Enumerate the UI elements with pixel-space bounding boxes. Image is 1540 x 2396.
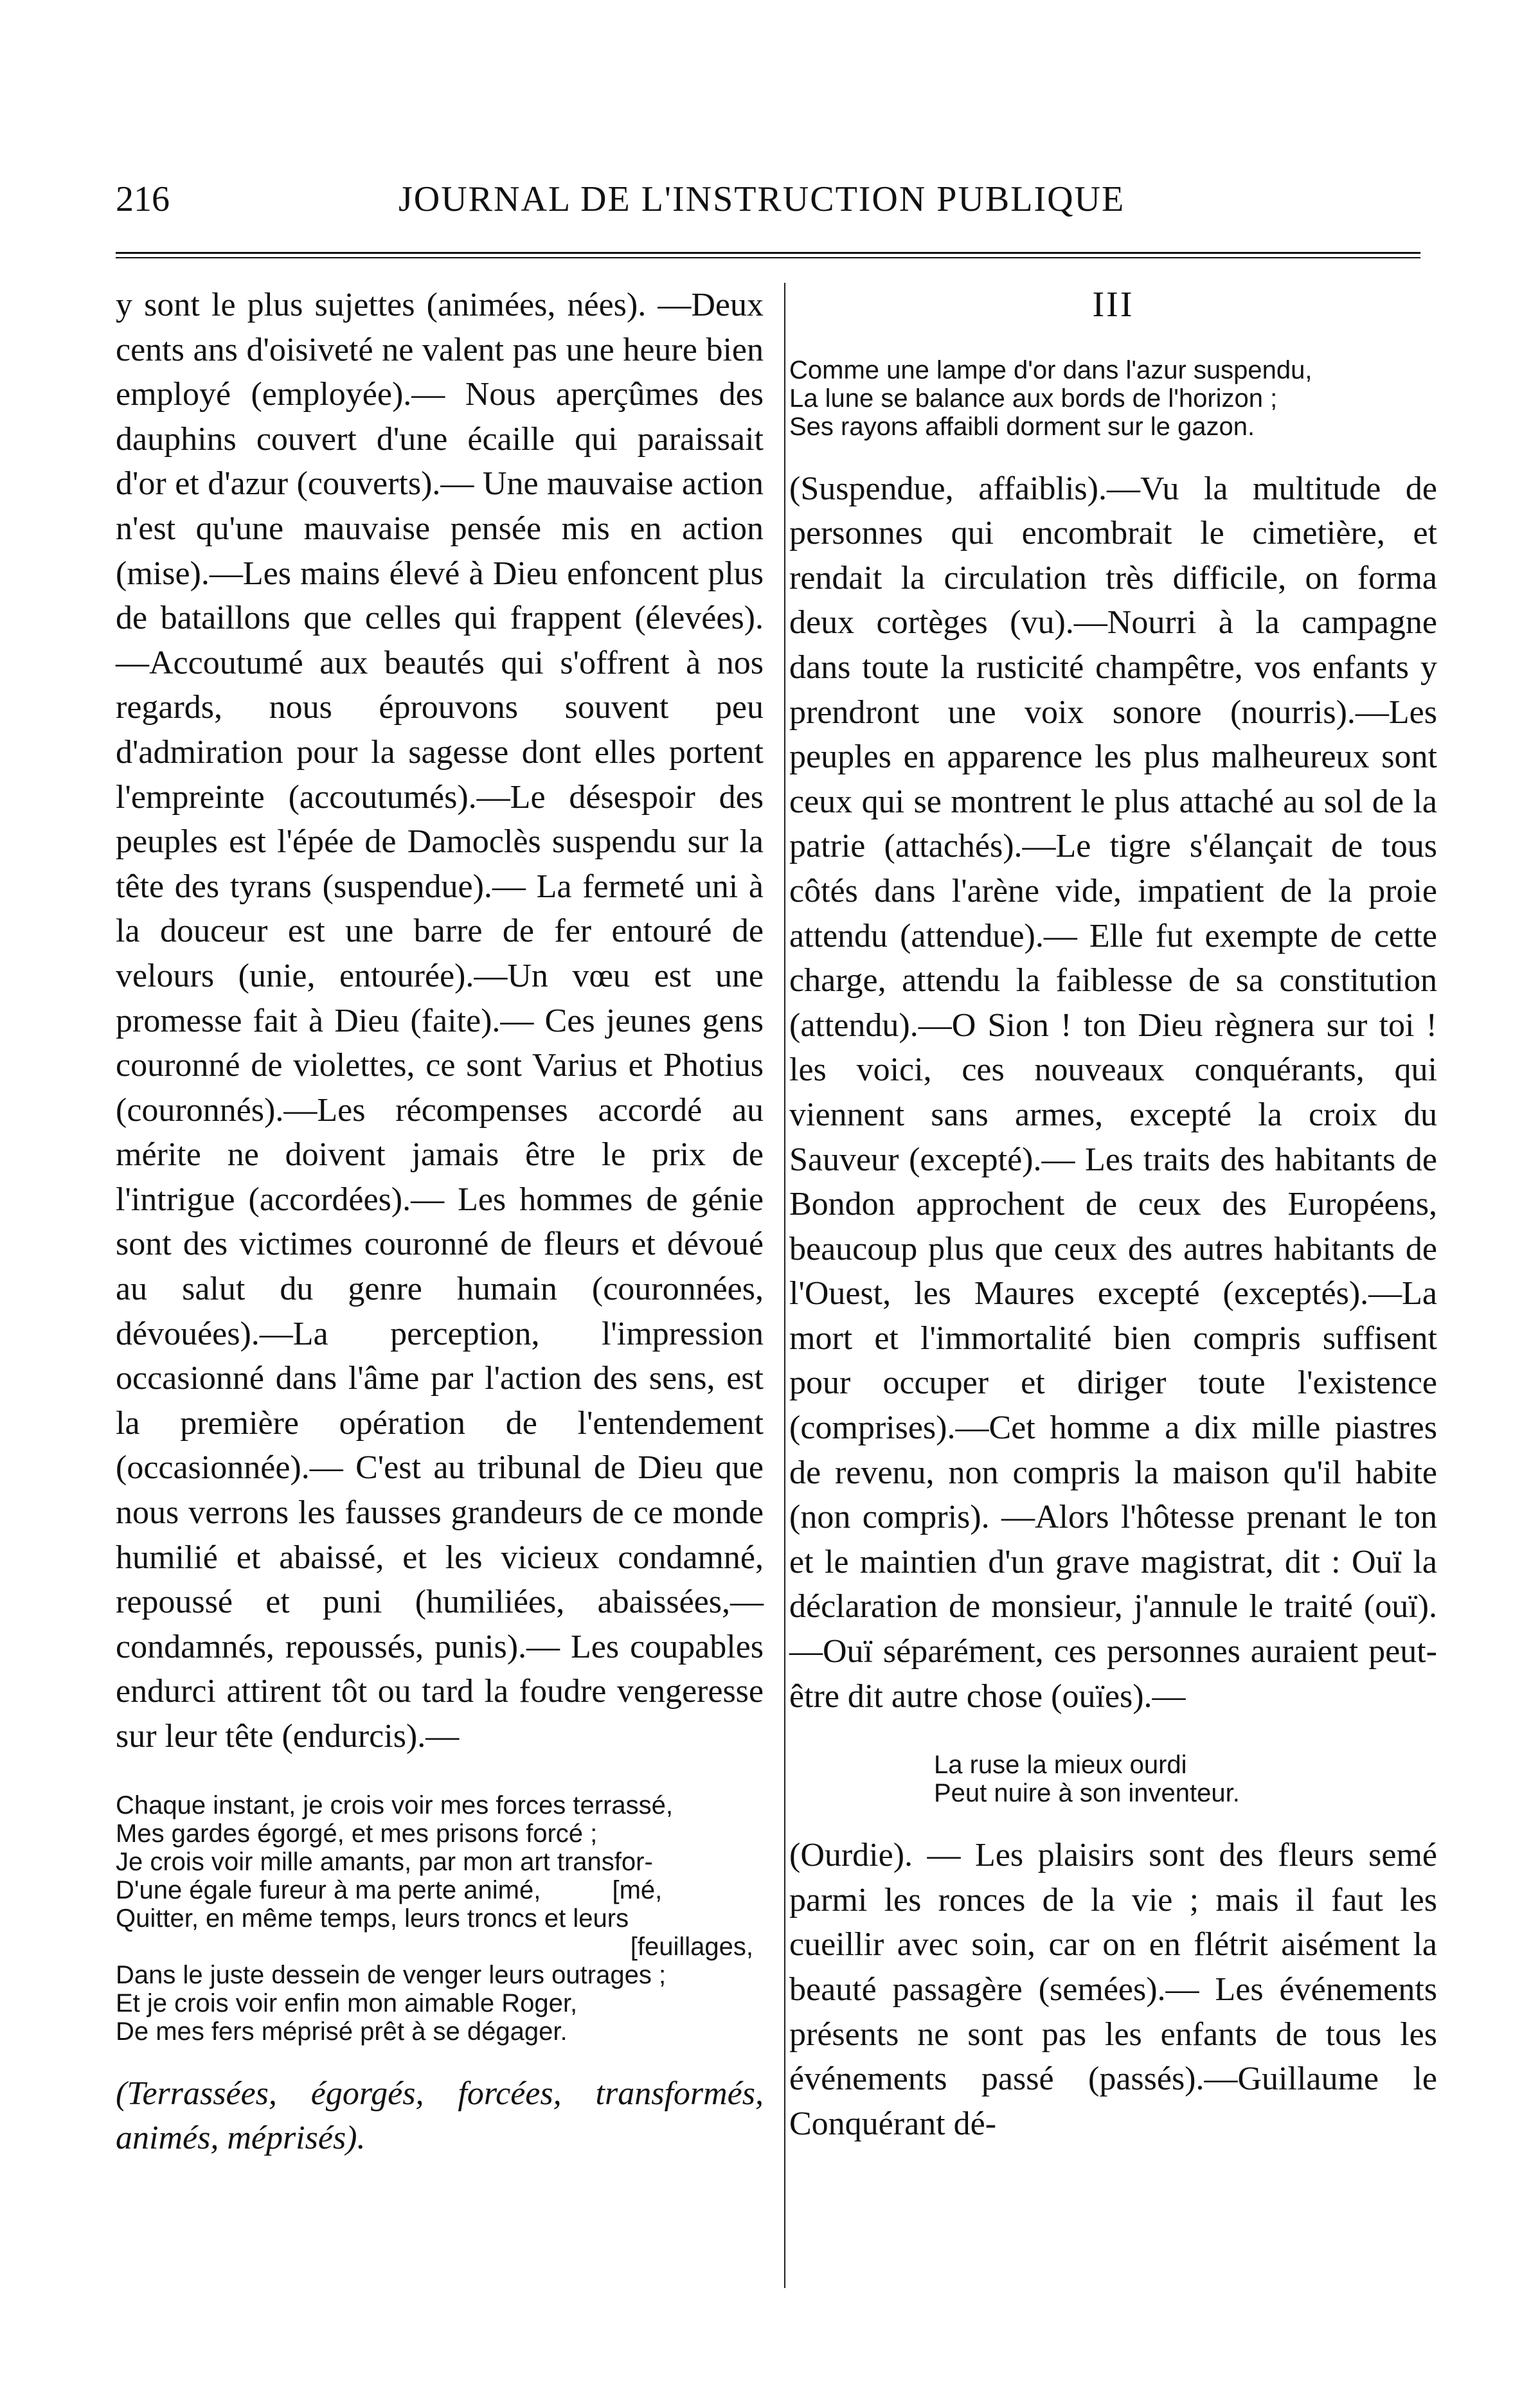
verse-line: Peut nuire à son inventeur. xyxy=(934,1779,1240,1808)
page-header xyxy=(116,179,1420,230)
right-body-text-2: (Ourdie). — Les plaisirs sont des fleurs semé parmi les ronces de la vie ; mais il faut les cueillir avec soin, car on en flétrit aisément la beauté passagère (semées).— Les événements présents ne sont pas les enfants de tous les événements passé (passés).—Guillaume le Conquérant dé- xyxy=(789,1837,1437,2142)
left-verse-answer: (Terrassées, égorgés, forcées, transformés, animés, méprisés). xyxy=(116,2075,764,2157)
left-body-text: y sont le plus sujettes (animées, nées). —Deux cents ans d'oisiveté ne valent pas une heure bien employé (employée).— Nous aperçûmes des dauphins couvert d'une écaille qui paraissait d'or et d'azur (couverts).— Une mauvaise action n'est qu'une mauvaise pensée mis en action (mise).—Les mains élevé à Dieu enfoncent plus de bataillons que celles qui frappent (élevées).—Accoutumé aux beautés qui s'offrent à nos regards, nous éprouvons souvent peu d'admiration pour la sagesse dont elles portent l'empreinte (accoutumés).—Le désespoir des peuples est l'épée de Damoclès suspendu sur la tête des tyrans (suspendue).— La fermeté uni à la douceur est une barre de fer entouré de velours (unie, entourée).—Un vœu est une promesse fait à Dieu (faite).— Ces jeunes gens couronné de violettes, ce sont Varius et Photius (couronnés).—Les récompenses accordé au mérite ne doivent jamais être le prix de l'intrigue (accordées).— Les hommes de génie sont des victimes couronné de fleurs et dévoué au salut du genre humain (couronnées, dévouées).—La perception, l'impression occasionné dans l'âme par l'action des sens, est la première opération de l'entendement (occasionnée).— C'est au tribunal de Dieu que nous verrons les fausses grandeurs de ce monde humilié et abaissé, et les vicieux condamné, repoussé et puni (humiliées, abaissées,— condamnés, repoussés, punis).— Les coupables endurci attirent tôt ou tard la foudre vengeresse sur leur tête (endurcis).— xyxy=(116,287,764,1755)
section-title: III xyxy=(1092,285,1134,325)
verse-line: La ruse la mieux ourdi xyxy=(934,1751,1187,1780)
page-number: 216 xyxy=(116,179,170,219)
right-verse-block-2 xyxy=(934,1751,1437,1807)
verse-line: Je crois voir mille amants, par mon art transfor- xyxy=(116,1847,653,1876)
verse-turnover: [feuillages, xyxy=(630,1932,753,1961)
running-title: JOURNAL DE L'INSTRUCTION PUBLIQUE xyxy=(398,179,1125,219)
verse-line: Et je crois voir enfin mon aimable Roger, xyxy=(116,1989,578,2017)
verse-line: La lune se balance aux bords de l'horizon ; xyxy=(789,384,1278,413)
verse-line: Comme une lampe d'or dans l'azur suspendu, xyxy=(789,355,1312,384)
column-divider xyxy=(784,283,785,2288)
verse-line: De mes fers méprisé prêt à se dégager. xyxy=(116,2017,568,2046)
verse-line: Chaque instant, je crois voir mes forces terrassé, xyxy=(116,1791,674,1819)
right-verse-block-1 xyxy=(789,356,1437,441)
verse-line: Dans le juste dessein de venger leurs outrages ; xyxy=(116,1960,667,1989)
right-body-text-1: (Suspendue, affaiblis).—Vu la multitude de personnes qui encombrait le cimetière, et rendait la circulation très difficile, on forma deux cortèges (vu).—Nourri à la campagne dans toute la rusticité champêtre, vos enfants y prendront une voix sonore (nourris).—Les peuples en apparence les plus malheureux sont ceux qui se montrent le plus attaché au sol de la patrie (attachés).—Le tigre s'élançait de tous côtés dans l'arène vide, impatient de la proie attendu (attendue).— Elle fut exempte de cette charge, attendu la faiblesse de sa constitution (attendu).—O Sion ! ton Dieu règnera sur toi ! les voici, ces nouveaux conquérants, qui viennent sans armes, excepté la croix du Sauveur (excepté).— Les traits des habitants de Bondon approchent de ceux des Européens, beaucoup plus que ceux des autres habitants de l'Ouest, les Maures excepté (exceptés).—La mort et l'immortalité bien compris suffisent pour occuper et diriger toute l'existence (comprises).—Cet homme a dix mille piastres de revenu, non compris la maison qu'il habite (non compris). —Alors l'hôtesse prenant le ton et le maintien d'un grave magistrat, dit : Ouï la déclaration de monsieur, j'annule le traité (ouï).—Ouï séparément, ces personnes auraient peut-être dit autre chose (ouïes).— xyxy=(789,470,1437,1715)
verse-line: D'une égale fureur à ma perte animé, [mé, xyxy=(116,1875,663,1904)
verse-line: Mes gardes égorgé, et mes prisons forcé ; xyxy=(116,1819,598,1848)
header-rule xyxy=(116,252,1420,258)
verse-line: Quitter, en même temps, leurs troncs et leurs xyxy=(116,1904,629,1933)
right-column xyxy=(789,283,1437,2146)
left-verse-block xyxy=(116,1791,764,2046)
left-column xyxy=(116,283,764,2161)
verse-line: Ses rayons affaibli dorment sur le gazon. xyxy=(789,412,1255,441)
